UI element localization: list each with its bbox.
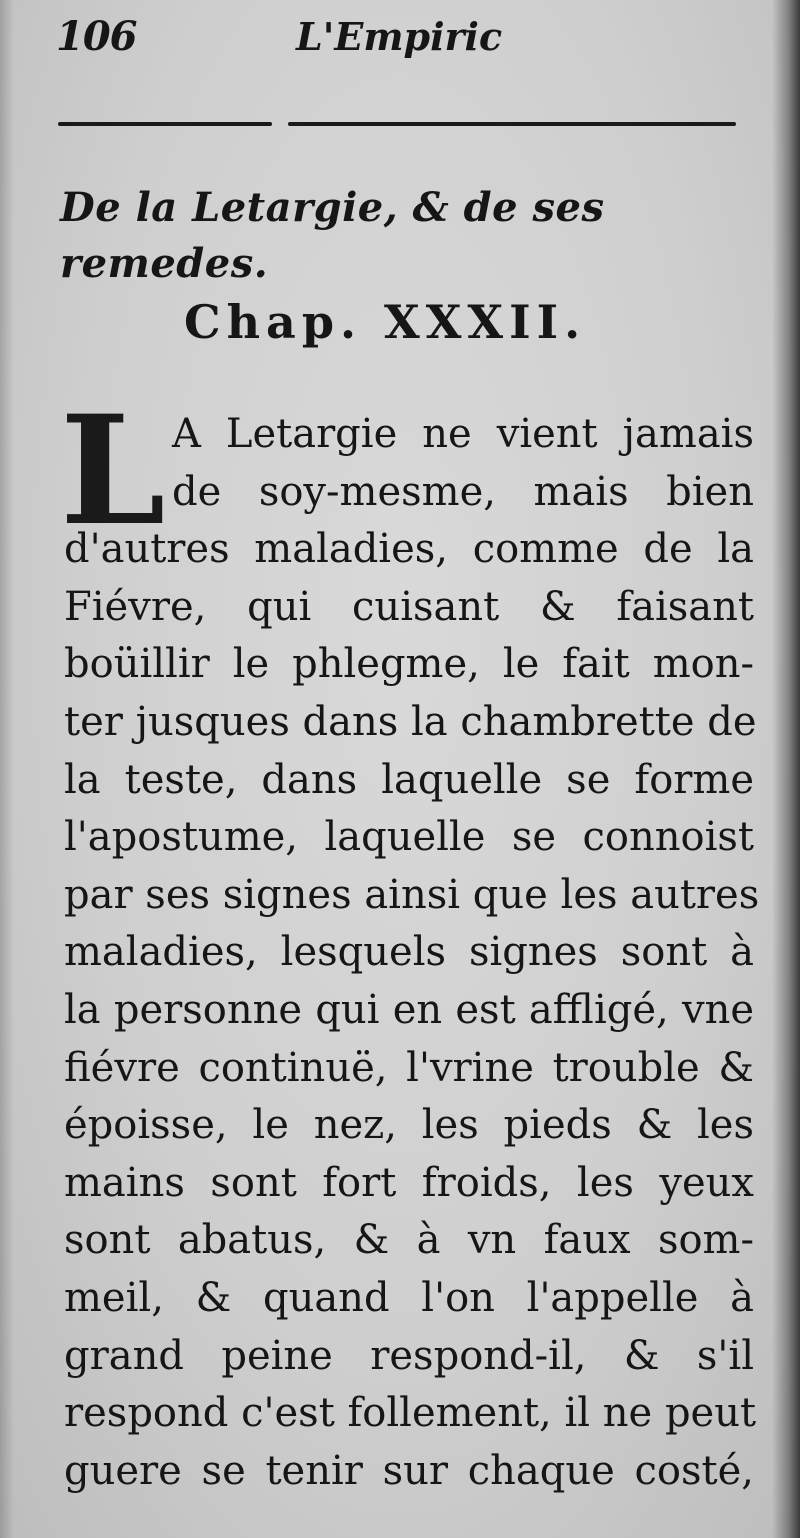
text-line: maladies, lesquels signes sont à xyxy=(64,929,754,976)
text-line: Fiévre, qui cuisant & faisant xyxy=(64,583,754,630)
page-number: 106 xyxy=(56,13,137,60)
text-line: boüillir le phlegme, le fait mon- xyxy=(64,641,754,688)
text-line: par ses signes ainsi que les autres xyxy=(64,871,760,918)
text-line: mains sont fort froids, les yeux xyxy=(64,1159,754,1206)
text-line: la personne qui en est affligé, vne xyxy=(64,986,754,1033)
drop-cap: L xyxy=(60,383,166,559)
text-line: A Letargie ne vient jamais xyxy=(172,411,754,457)
text-line: la teste, dans laquelle se forme xyxy=(64,756,754,803)
text-line: de soy-mesme, mais bien xyxy=(172,468,754,515)
text-line: fiévre continuë, l'vrine trouble & xyxy=(64,1044,754,1091)
text-line: époisse, le nez, les pieds & les xyxy=(64,1102,754,1149)
text-line: grand peine respond-il, & s'il xyxy=(64,1332,754,1379)
running-title: L'Empiric xyxy=(296,14,503,59)
page-left-edge-shadow xyxy=(0,0,14,1538)
chapter-number: Chap. XXXII. xyxy=(184,295,587,349)
chapter-heading: De la Letargie, & de ses remedes. xyxy=(60,184,605,287)
text-line: d'autres maladies, comme de la xyxy=(64,526,754,573)
header-rule-right xyxy=(288,122,736,126)
text-line: l'apostume, laquelle se connoist xyxy=(64,814,754,861)
text-line: guere se tenir sur chaque costé, xyxy=(64,1447,754,1494)
text-line: sont abatus, & à vn faux som- xyxy=(64,1217,754,1264)
text-line: ter jusques dans la chambrette de xyxy=(64,698,757,745)
text-line: meil, & quand l'on l'appelle à xyxy=(64,1274,754,1321)
body-text xyxy=(64,406,760,1500)
page-binding-edge-shadow xyxy=(772,0,800,1538)
text-line: respond c'est follement, il ne peut xyxy=(64,1390,757,1437)
header-rule-left xyxy=(58,122,272,126)
running-head xyxy=(56,12,746,62)
